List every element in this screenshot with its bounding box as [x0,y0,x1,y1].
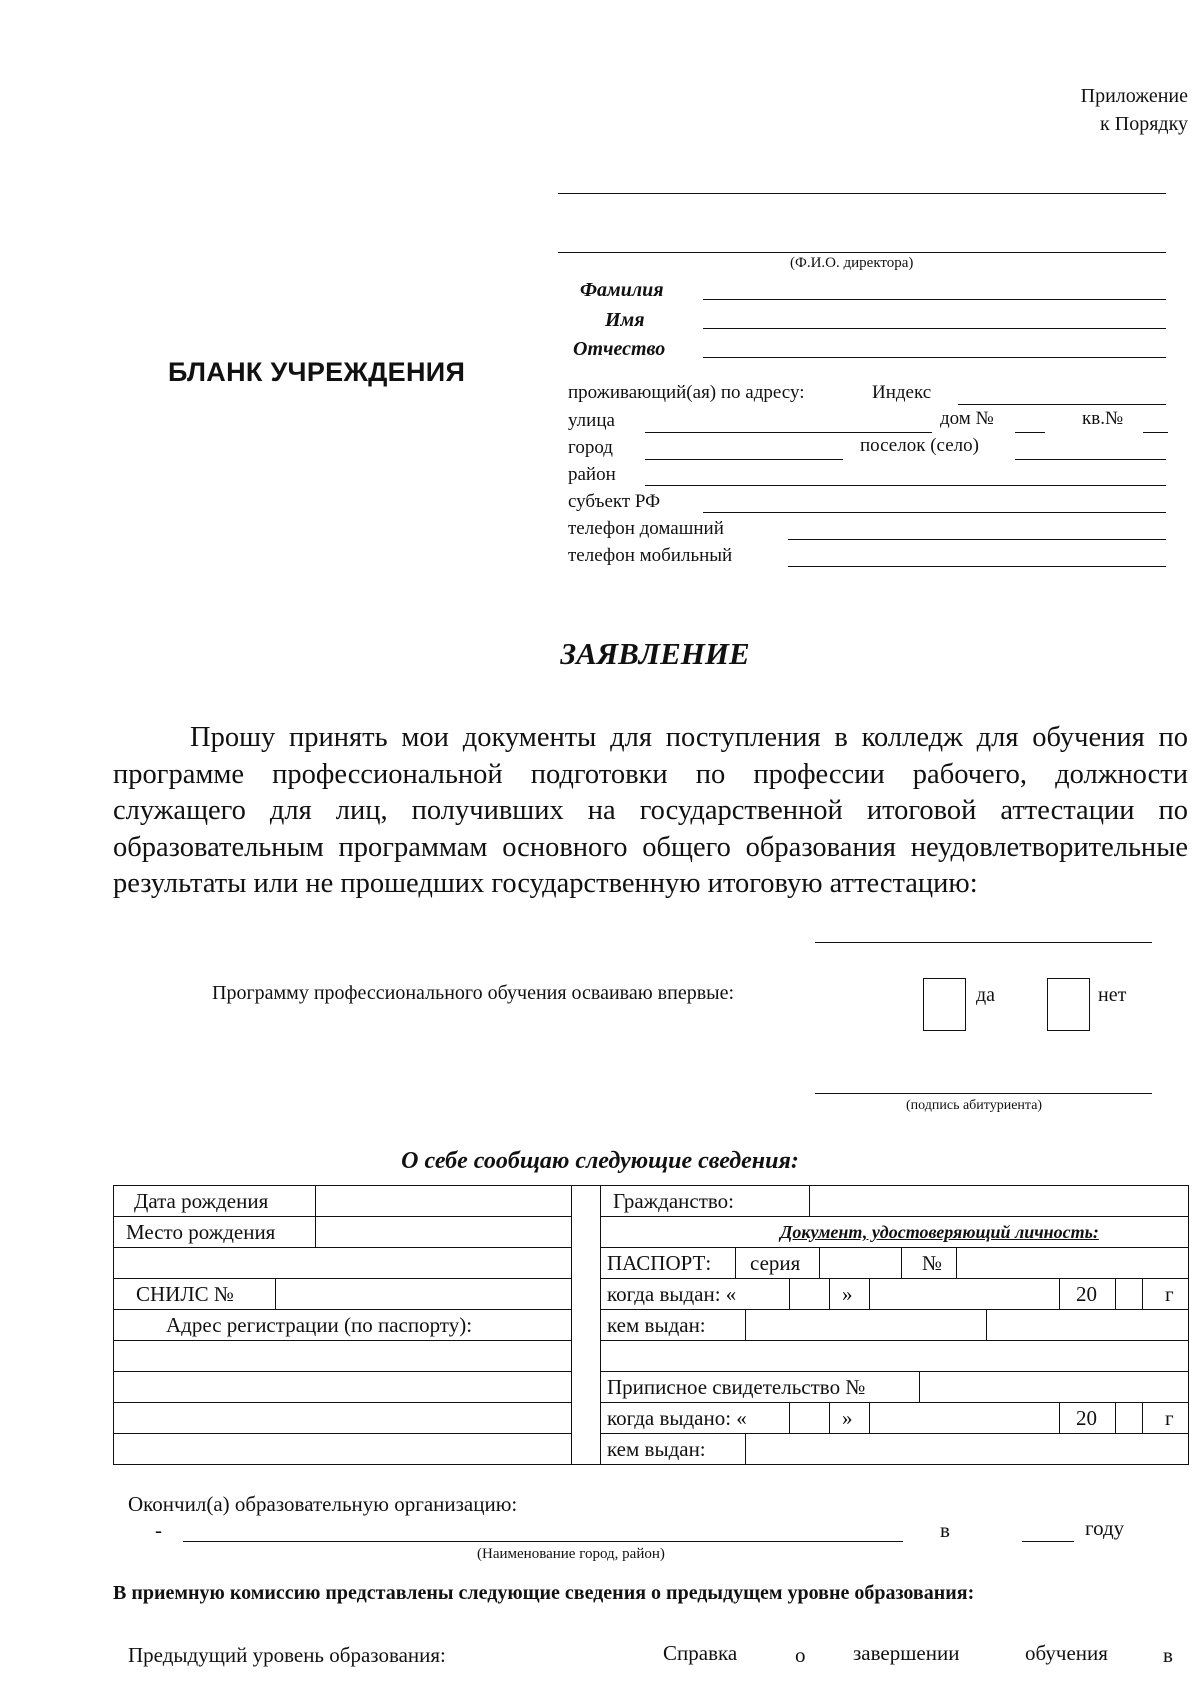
draft-issued-day-field[interactable] [789,1402,830,1434]
issued-by-field-row-2[interactable] [600,1340,1189,1372]
name-field[interactable] [703,328,1166,329]
institution-blank: БЛАНК УЧРЕЖДЕНИЯ [168,357,466,387]
street-field[interactable] [645,432,932,433]
mobile-phone-field[interactable] [788,566,1166,567]
no-label: нет [1098,984,1127,1006]
graduated-in: в [940,1518,950,1542]
prev-level-word-5: в [1163,1643,1173,1667]
signature-line[interactable] [815,1093,1152,1094]
draft-issued-by-field[interactable] [745,1433,1189,1465]
signature-caption: (подпись абитуриента) [906,1098,1043,1113]
birth-date-label: Дата рождения [113,1185,316,1217]
appendix-line2: к Порядку [1100,113,1188,135]
appendix-note [1081,82,1188,138]
info-title: О себе сообщаю следующие сведения: [401,1148,799,1174]
patronymic-field[interactable] [703,357,1166,358]
reg-address-row-1[interactable] [113,1340,572,1372]
city-label: город [568,437,613,458]
graduated-org-field[interactable] [183,1541,903,1542]
passport-number-field[interactable] [956,1247,1189,1279]
draft-issued-when-label: когда выдано: « [600,1402,790,1434]
draft-issued-month-field[interactable] [869,1402,1060,1434]
graduated-dash: - [155,1518,162,1542]
draft-issued-year-prefix: 20 [1059,1402,1116,1434]
house-field[interactable] [1015,432,1045,433]
statement-answer-line[interactable] [815,942,1152,943]
home-phone-label: телефон домашний [568,518,724,539]
id-document-header: Документ, удостоверяющий личность: [600,1216,1189,1248]
street-label: улица [568,410,615,431]
draft-cert-field[interactable] [919,1371,1189,1403]
region-label: субъект РФ [568,491,661,512]
prev-level-word-2: о [795,1643,806,1667]
draft-issued-quote-close: » [829,1402,870,1434]
draft-cert-label: Приписное свидетельство № [600,1371,920,1403]
birth-place-label: Место рождения [113,1216,316,1248]
surname-field[interactable] [703,299,1166,300]
director-line-2[interactable] [558,252,1166,253]
passport-label: ПАСПОРТ: [600,1247,736,1279]
graduated-caption: (Наименование город, район) [477,1546,665,1562]
birth-place-field[interactable] [315,1216,572,1248]
appendix-line1: Приложение [1080,85,1188,107]
statement-text: Прошу принять мои документы для поступления в колледж для обучения по программе профессиональной подготовки по профессии рабочего, должности служащего для лиц, получивших на государственной итоговой аттестации по образовательным программам основного общего образования неудовлетворительные результаты или не прошедших государственную итоговую аттестацию: [113,722,1188,899]
city-field[interactable] [645,459,843,460]
draft-issued-year-suffix: г [1142,1402,1189,1434]
index-field[interactable] [958,404,1166,405]
district-label: район [568,464,616,485]
director-caption: (Ф.И.О. директора) [790,255,914,271]
citizenship-field[interactable] [809,1185,1189,1217]
issued-by-field[interactable] [745,1309,987,1341]
prev-level-word-4: обучения [1025,1641,1108,1665]
issued-quote-close: » [829,1278,870,1310]
apt-label: кв.№ [1082,408,1124,429]
residing-label: проживающий(ая) по адресу: [568,382,805,403]
index-label: Индекс [872,382,932,403]
table-spacer-column [571,1185,601,1465]
issued-month-field[interactable] [869,1278,1060,1310]
passport-series-label: серия [735,1247,820,1279]
region-field[interactable] [703,512,1166,513]
village-field[interactable] [1015,459,1166,460]
reg-address-label: Адрес регистрации (по паспорту): [113,1309,572,1341]
blank-left-row-3[interactable] [113,1247,572,1279]
issued-year-field[interactable] [1115,1278,1143,1310]
issued-by-field-extra[interactable] [986,1309,1189,1341]
passport-series-field[interactable] [819,1247,902,1279]
patronymic-label: Отчество [573,338,666,360]
prev-level-word-3: завершении [853,1641,960,1665]
home-phone-field[interactable] [788,539,1166,540]
snils-field[interactable] [275,1278,572,1310]
house-label: дом № [940,408,994,429]
mobile-phone-label: телефон мобильный [568,545,733,566]
issued-when-label: когда выдан: « [600,1278,790,1310]
yes-label: да [976,984,996,1006]
surname-label: Фамилия [580,279,664,301]
director-line-1[interactable] [558,193,1166,194]
issued-day-field[interactable] [789,1278,830,1310]
prev-level-word-1: Справка [663,1641,738,1665]
reg-address-row-2[interactable] [113,1371,572,1403]
draft-issued-by-label: кем выдан: [600,1433,746,1465]
district-field[interactable] [645,485,1166,486]
snils-label: СНИЛС № [113,1278,276,1310]
prev-level-label: Предыдущий уровень образования: [128,1643,446,1667]
graduated-year-field[interactable] [1022,1541,1074,1542]
no-checkbox[interactable] [1047,978,1090,1031]
first-time-question: Программу профессионального обучения осваиваю впервые: [212,982,735,1004]
reg-address-row-4[interactable] [113,1433,572,1465]
apt-field[interactable] [1143,432,1168,433]
issued-year-suffix: г [1142,1278,1189,1310]
citizenship-label: Гражданство: [600,1185,810,1217]
birth-date-field[interactable] [315,1185,572,1217]
issued-by-label: кем выдан: [600,1309,746,1341]
yes-checkbox[interactable] [923,978,966,1031]
name-label: Имя [605,309,645,331]
graduated-year-word: году [1085,1516,1125,1540]
issued-year-prefix: 20 [1059,1278,1116,1310]
draft-issued-year-field[interactable] [1115,1402,1143,1434]
info-table [113,1185,1189,1483]
prev-section-title: В приемную комиссию представлены следующие сведения о предыдущем уровне образования: [113,1582,975,1604]
reg-address-row-3[interactable] [113,1402,572,1434]
statement-body [113,720,1188,903]
village-label: поселок (село) [860,435,979,456]
passport-number-label: № [901,1247,957,1279]
statement-title: ЗАЯВЛЕНИЕ [560,636,750,671]
graduated-label: Окончил(а) образовательную организацию: [128,1492,518,1516]
